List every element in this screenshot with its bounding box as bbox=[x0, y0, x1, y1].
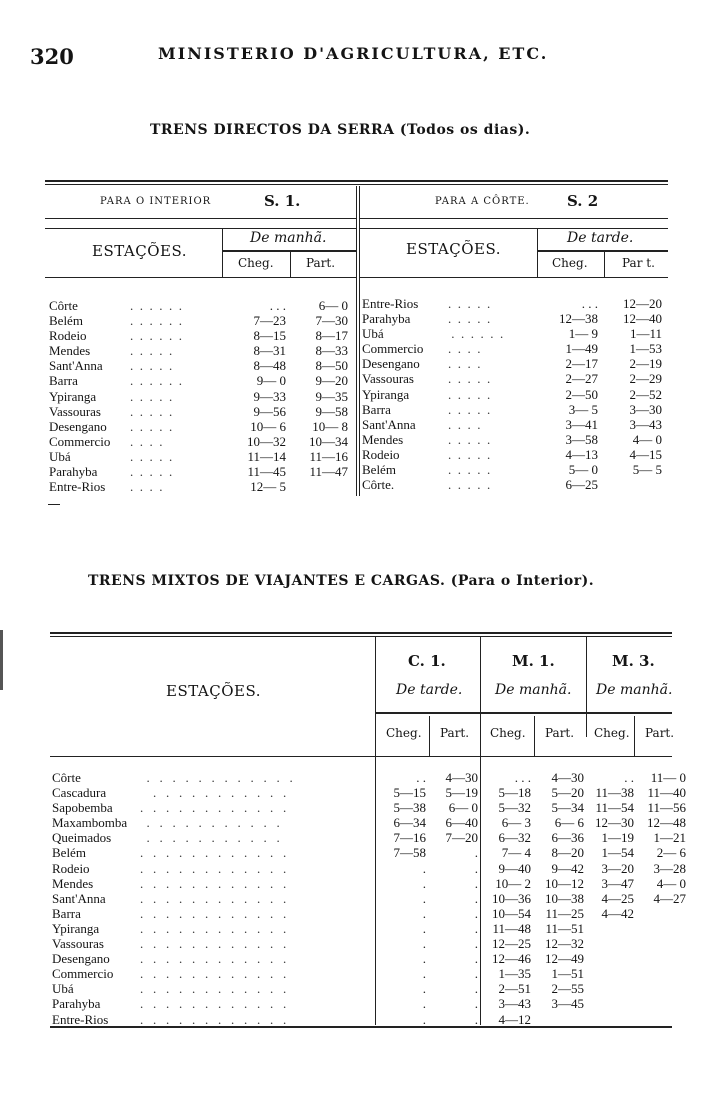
departure-time: . bbox=[474, 1011, 478, 1027]
arrival-time: 7—16 bbox=[393, 830, 426, 846]
rule bbox=[290, 252, 291, 277]
arrival-time: 4—25 bbox=[601, 890, 634, 906]
list-item: Rodeio bbox=[362, 446, 400, 462]
arrival-time: 4—13 bbox=[565, 446, 598, 462]
leader-dots: . . . . . . . . . . . . . . . . . . . . . . . . . . . . . . . . . . . . . . . . . . . . . . . . . . . . . . . . . . . . . . . . . . . bbox=[130, 298, 182, 495]
list-item: Desengano bbox=[49, 418, 107, 434]
departure-time: 7—30 bbox=[315, 313, 348, 329]
arrival-column bbox=[483, 770, 531, 1027]
departure-time: 6—40 bbox=[445, 815, 478, 831]
arrival-time: 3—47 bbox=[601, 875, 634, 891]
arrival-time bbox=[586, 921, 634, 936]
list-item: Rodeio bbox=[52, 860, 90, 876]
center-divider bbox=[359, 186, 360, 496]
period-label: De tarde. bbox=[396, 682, 463, 698]
arrival-time bbox=[586, 981, 634, 996]
list-item: Belém bbox=[52, 845, 86, 861]
list-item: Barra bbox=[362, 401, 391, 417]
arrival-time: 2—17 bbox=[565, 356, 598, 372]
arrival-time: 7— 4 bbox=[501, 845, 531, 861]
list-item: Sant'Anna bbox=[362, 416, 416, 432]
arrival-time: 1—35 bbox=[498, 966, 531, 982]
departure-time: 6— 0 bbox=[448, 800, 478, 816]
departure-time: 6— 0 bbox=[318, 298, 348, 313]
departure-column bbox=[296, 298, 348, 494]
page-number: 320 bbox=[30, 44, 74, 69]
departure-time: 6—36 bbox=[551, 830, 584, 846]
departure-time: . bbox=[474, 951, 478, 967]
list-item: Ypiranga bbox=[362, 386, 410, 402]
list-item: Vassouras bbox=[362, 371, 414, 387]
leader-dots: . . . . . . . . . . . . . . . . . . . . . . . . . . . . . . . . . . . . . . . . . . . . . . . . . . . . . . . . . . . . . . . . . . . . . . . . . . . . . . . . . . . . . . . . . . . . . . . . . . . . . . . . . . . . . . . . . . . . . . . . . . . . . . . . . . . . . . . . . . . . . . . . . . . . . . . . . . . . . . . . . . . . . . . . . . . . . . . . . . . . . . . . . . . . . . . . . . . . . . . . . bbox=[140, 770, 293, 1027]
arrival-time: 9— 0 bbox=[256, 373, 286, 389]
arrival-time: . bbox=[422, 981, 426, 997]
rule bbox=[429, 716, 430, 756]
departure-time: . bbox=[474, 936, 478, 952]
list-item: Ubá bbox=[52, 981, 74, 997]
departure-time: 10— 8 bbox=[312, 418, 348, 434]
arrival-time: 1— 9 bbox=[568, 326, 598, 342]
stations-header: ESTAÇÕES. bbox=[92, 242, 187, 260]
arrival-time: 7—58 bbox=[393, 845, 426, 861]
arrival-time: . . bbox=[624, 770, 634, 785]
departure-time bbox=[638, 981, 686, 996]
arrival-time: 12—25 bbox=[492, 936, 531, 952]
arrival-time: 8—48 bbox=[253, 358, 286, 374]
train-number: S. 2 bbox=[567, 192, 599, 210]
rule bbox=[360, 277, 668, 278]
departure-time: . bbox=[474, 890, 478, 906]
rule bbox=[45, 277, 356, 278]
arrival-time: . bbox=[422, 951, 426, 967]
list-item: Cascadura bbox=[52, 785, 107, 801]
departure-header: Par t. bbox=[622, 256, 655, 270]
train-number: C. 1. bbox=[408, 652, 446, 670]
departure-time: 5—19 bbox=[445, 785, 478, 801]
arrival-time: . bbox=[422, 1011, 426, 1027]
departure-column bbox=[610, 296, 662, 492]
departure-header: Part. bbox=[645, 726, 675, 740]
departure-time: 9—20 bbox=[315, 373, 348, 389]
arrival-time: 3—58 bbox=[565, 431, 598, 447]
list-item: Côrte. bbox=[362, 477, 395, 493]
direction-label: PARA A CÔRTE. bbox=[435, 196, 530, 207]
arrival-time: 3—20 bbox=[601, 860, 634, 876]
arrival-time: 10— 2 bbox=[495, 875, 531, 891]
margin-mark bbox=[0, 630, 3, 690]
arrival-time: 11—38 bbox=[595, 785, 634, 801]
list-item: Sant'Anna bbox=[49, 358, 103, 374]
departure-column bbox=[638, 770, 686, 1027]
arrival-time bbox=[586, 1012, 634, 1027]
arrival-time: . bbox=[422, 890, 426, 906]
arrival-header: Cheg. bbox=[386, 726, 422, 740]
departure-time: 11—47 bbox=[309, 464, 348, 480]
list-item: Commercio bbox=[362, 341, 424, 357]
arrival-time: 12— 5 bbox=[250, 479, 286, 495]
departure-column bbox=[536, 770, 584, 1027]
arrival-time: 9—40 bbox=[498, 860, 531, 876]
list-item: Côrte bbox=[52, 770, 81, 785]
departure-time: . bbox=[474, 966, 478, 982]
arrival-time: 5—32 bbox=[498, 800, 531, 816]
arrival-column bbox=[586, 770, 634, 1027]
departure-time: 7—20 bbox=[445, 830, 478, 846]
arrival-time: 3—43 bbox=[498, 996, 531, 1012]
arrival-time: 2—50 bbox=[565, 386, 598, 402]
arrival-header: Cheg. bbox=[238, 256, 274, 270]
departure-time: 10—12 bbox=[545, 875, 584, 891]
rule bbox=[586, 637, 587, 737]
table1-title: TRENS DIRECTOS DA SERRA (Todos os dias). bbox=[150, 122, 531, 138]
list-item: Ubá bbox=[49, 448, 71, 464]
departure-time: 1—11 bbox=[629, 326, 662, 342]
departure-time: 6— 6 bbox=[554, 815, 584, 831]
rule bbox=[537, 229, 538, 277]
rule bbox=[48, 504, 60, 505]
list-item: Barra bbox=[49, 373, 78, 389]
departure-time: 2—29 bbox=[629, 371, 662, 387]
arrival-time: . bbox=[422, 996, 426, 1012]
departure-time: 4—30 bbox=[445, 770, 478, 785]
departure-time: 11—16 bbox=[309, 448, 348, 464]
arrival-time: 12—30 bbox=[595, 815, 634, 831]
period-label: De tarde. bbox=[567, 230, 634, 246]
list-item: Sapobemba bbox=[52, 800, 113, 816]
departure-time: 5— 5 bbox=[632, 462, 662, 478]
rule bbox=[375, 712, 672, 714]
departure-time: . bbox=[474, 981, 478, 997]
arrival-time: 9—56 bbox=[253, 403, 286, 419]
period-label: De manhã. bbox=[495, 682, 572, 698]
departure-time: . bbox=[474, 860, 478, 876]
arrival-time: 10— 6 bbox=[250, 418, 286, 434]
list-item: Belém bbox=[49, 313, 83, 329]
list-item: Barra bbox=[52, 905, 81, 921]
arrival-time: 10—54 bbox=[492, 905, 531, 921]
rule bbox=[375, 637, 376, 1025]
departure-time: 11— 0 bbox=[650, 770, 686, 785]
list-item: Belém bbox=[362, 462, 396, 478]
list-item: Parahyba bbox=[52, 996, 101, 1012]
arrival-time: . . . bbox=[269, 298, 286, 313]
arrival-time: 1—19 bbox=[601, 830, 634, 846]
departure-time: 4— 0 bbox=[656, 875, 686, 891]
arrival-column bbox=[546, 296, 598, 492]
departure-time bbox=[638, 966, 686, 981]
list-item: Mendes bbox=[49, 343, 91, 359]
departure-time: 3—43 bbox=[629, 416, 662, 432]
departure-time: 11—40 bbox=[647, 785, 686, 801]
running-title: MINISTERIO D'AGRICULTURA, ETC. bbox=[158, 44, 549, 63]
departure-time: 12—20 bbox=[623, 296, 662, 311]
arrival-time: . bbox=[422, 936, 426, 952]
arrival-time: 5—38 bbox=[393, 800, 426, 816]
leader-dots: . . . . . . . . . . . . . . . . . . . . . . . . . . . . . . . . . . . . . . . . . . . . . . . . . . . . . . . . . . . . . . . bbox=[448, 296, 504, 493]
list-item: Vassouras bbox=[49, 403, 101, 419]
departure-time: 3—28 bbox=[653, 860, 686, 876]
arrival-time bbox=[586, 936, 634, 951]
departure-time bbox=[536, 1012, 584, 1027]
rule bbox=[537, 250, 668, 252]
departure-time: 4—15 bbox=[629, 446, 662, 462]
departure-time: 10—34 bbox=[309, 433, 348, 449]
arrival-time: 2—51 bbox=[498, 981, 531, 997]
departure-time: 3—45 bbox=[551, 996, 584, 1012]
arrival-time: . bbox=[422, 905, 426, 921]
departure-time: 9—58 bbox=[315, 403, 348, 419]
rule bbox=[45, 228, 356, 229]
list-item: Vassouras bbox=[52, 936, 104, 952]
arrival-time: 12—46 bbox=[492, 951, 531, 967]
rule bbox=[45, 184, 668, 185]
list-item: Desengano bbox=[52, 951, 110, 967]
departure-time: 5—20 bbox=[551, 785, 584, 801]
rule bbox=[50, 636, 672, 637]
departure-time: 8—33 bbox=[315, 343, 348, 359]
arrival-time: 11—54 bbox=[595, 800, 634, 816]
arrival-time: 2—27 bbox=[565, 371, 598, 387]
list-item: Côrte bbox=[49, 298, 78, 313]
arrival-time: 5— 0 bbox=[568, 462, 598, 478]
departure-time: 5—34 bbox=[551, 800, 584, 816]
departure-time: . bbox=[474, 905, 478, 921]
arrival-column bbox=[378, 770, 426, 1027]
arrival-time: 11—45 bbox=[247, 464, 286, 480]
departure-time bbox=[638, 906, 686, 921]
departure-time: 2—19 bbox=[629, 356, 662, 372]
list-item: Mendes bbox=[52, 875, 94, 891]
departure-time: 12—49 bbox=[545, 951, 584, 967]
list-item: Ypiranga bbox=[52, 920, 100, 936]
arrival-time: 6—34 bbox=[393, 815, 426, 831]
train-number: M. 1. bbox=[512, 652, 555, 670]
arrival-header: Cheg. bbox=[594, 726, 630, 740]
arrival-header: Cheg. bbox=[490, 726, 526, 740]
arrival-time bbox=[586, 951, 634, 966]
arrival-time: . bbox=[422, 875, 426, 891]
arrival-time: 5—18 bbox=[498, 785, 531, 801]
departure-time: 11—51 bbox=[545, 920, 584, 936]
arrival-column bbox=[236, 298, 286, 494]
departure-time: 1—53 bbox=[629, 341, 662, 357]
rule bbox=[480, 637, 481, 1025]
rule bbox=[634, 716, 635, 756]
rule bbox=[45, 218, 356, 219]
departure-time: 12—48 bbox=[647, 815, 686, 831]
arrival-time: . . bbox=[416, 770, 426, 785]
departure-time: 8—20 bbox=[551, 845, 584, 861]
departure-time: . bbox=[474, 845, 478, 861]
departure-time: 11—25 bbox=[545, 905, 584, 921]
departure-time: 10—38 bbox=[545, 890, 584, 906]
period-label: De manhã. bbox=[596, 682, 673, 698]
departure-time: . bbox=[474, 996, 478, 1012]
rule bbox=[222, 229, 223, 277]
arrival-time: 11—14 bbox=[247, 448, 286, 464]
arrival-time: 10—36 bbox=[492, 890, 531, 906]
arrival-time: . . . bbox=[514, 770, 531, 785]
departure-time: 2— 6 bbox=[656, 845, 686, 861]
arrival-time: 4—12 bbox=[498, 1011, 531, 1027]
list-item: Entre-Rios bbox=[49, 479, 106, 495]
arrival-time: 4—42 bbox=[601, 905, 634, 921]
arrival-time bbox=[586, 996, 634, 1011]
arrival-time: 12—38 bbox=[559, 311, 598, 327]
arrival-time: 8—31 bbox=[253, 343, 286, 359]
departure-time bbox=[638, 996, 686, 1011]
list-item: Mendes bbox=[362, 431, 404, 447]
departure-time bbox=[638, 951, 686, 966]
departure-column bbox=[432, 770, 478, 1027]
train-number: S. 1. bbox=[264, 192, 301, 210]
list-item: Queimados bbox=[52, 830, 112, 846]
departure-time: 8—50 bbox=[315, 358, 348, 374]
departure-time: 1—51 bbox=[551, 966, 584, 982]
arrival-time: 7—23 bbox=[253, 313, 286, 329]
list-item: Parahyba bbox=[362, 311, 411, 327]
departure-header: Part. bbox=[545, 726, 575, 740]
rule bbox=[360, 218, 668, 219]
departure-header: Part. bbox=[306, 256, 336, 270]
list-item: Commercio bbox=[52, 966, 114, 982]
list-item: Ubá bbox=[362, 326, 384, 342]
train-number: M. 3. bbox=[612, 652, 655, 670]
departure-time: 12—40 bbox=[623, 311, 662, 327]
list-item: Commercio bbox=[49, 433, 111, 449]
arrival-time: 10—32 bbox=[247, 433, 286, 449]
departure-time: 4—30 bbox=[551, 770, 584, 785]
departure-time: 4—27 bbox=[653, 890, 686, 906]
rule bbox=[50, 632, 672, 634]
period-label: De manhã. bbox=[250, 230, 327, 246]
list-item: Rodeio bbox=[49, 328, 87, 344]
arrival-time: 3— 5 bbox=[568, 401, 598, 417]
departure-time: 1—21 bbox=[653, 830, 686, 846]
list-item: Entre-Rios bbox=[362, 296, 419, 311]
direction-label: PARA O INTERIOR bbox=[100, 196, 212, 207]
arrival-time: 6—25 bbox=[565, 477, 598, 493]
departure-time: 4— 0 bbox=[632, 431, 662, 447]
departure-time: 3—30 bbox=[629, 401, 662, 417]
center-divider bbox=[356, 186, 357, 496]
departure-time: . bbox=[474, 875, 478, 891]
departure-time bbox=[638, 921, 686, 936]
arrival-time: 11—48 bbox=[492, 920, 531, 936]
list-item: Desengano bbox=[362, 356, 420, 372]
list-item: Ypiranga bbox=[49, 388, 97, 404]
arrival-time: 1—49 bbox=[565, 341, 598, 357]
arrival-time: 6—32 bbox=[498, 830, 531, 846]
departure-time bbox=[296, 479, 348, 494]
stations-header: ESTAÇÕES. bbox=[166, 682, 261, 700]
arrival-time: . bbox=[422, 920, 426, 936]
rule bbox=[45, 180, 668, 182]
rule bbox=[360, 228, 668, 229]
table2-title: TRENS MIXTOS DE VIAJANTES E CARGAS. (Para o Interior). bbox=[88, 573, 595, 589]
rule bbox=[604, 252, 605, 277]
arrival-header: Cheg. bbox=[552, 256, 588, 270]
list-item: Parahyba bbox=[49, 464, 98, 480]
list-item: Sant'Anna bbox=[52, 890, 106, 906]
arrival-time bbox=[586, 966, 634, 981]
rule bbox=[534, 716, 535, 756]
arrival-time: . bbox=[422, 966, 426, 982]
departure-time: 2—52 bbox=[629, 386, 662, 402]
rule bbox=[222, 250, 356, 252]
arrival-time: 3—41 bbox=[565, 416, 598, 432]
list-item: Entre-Rios bbox=[52, 1011, 109, 1027]
departure-time: 9—35 bbox=[315, 388, 348, 404]
departure-time: 9—42 bbox=[551, 860, 584, 876]
list-item: Maxambomba bbox=[52, 815, 128, 831]
arrival-time: 1—54 bbox=[601, 845, 634, 861]
departure-header: Part. bbox=[440, 726, 470, 740]
stations-header: ESTAÇÕES. bbox=[406, 240, 501, 258]
arrival-time: 8—15 bbox=[253, 328, 286, 344]
arrival-time: 9—33 bbox=[253, 388, 286, 404]
departure-time: 11—56 bbox=[647, 800, 686, 816]
departure-time: 2—55 bbox=[551, 981, 584, 997]
departure-time bbox=[638, 1012, 686, 1027]
departure-time bbox=[610, 477, 662, 492]
arrival-time: . . . bbox=[581, 296, 598, 311]
rule bbox=[50, 756, 672, 757]
arrival-time: 6— 3 bbox=[501, 815, 531, 831]
departure-time bbox=[638, 936, 686, 951]
departure-time: 12—32 bbox=[545, 936, 584, 952]
arrival-time: 5—15 bbox=[393, 785, 426, 801]
departure-time: 8—17 bbox=[315, 328, 348, 344]
arrival-time: . bbox=[422, 860, 426, 876]
departure-time: . bbox=[474, 920, 478, 936]
